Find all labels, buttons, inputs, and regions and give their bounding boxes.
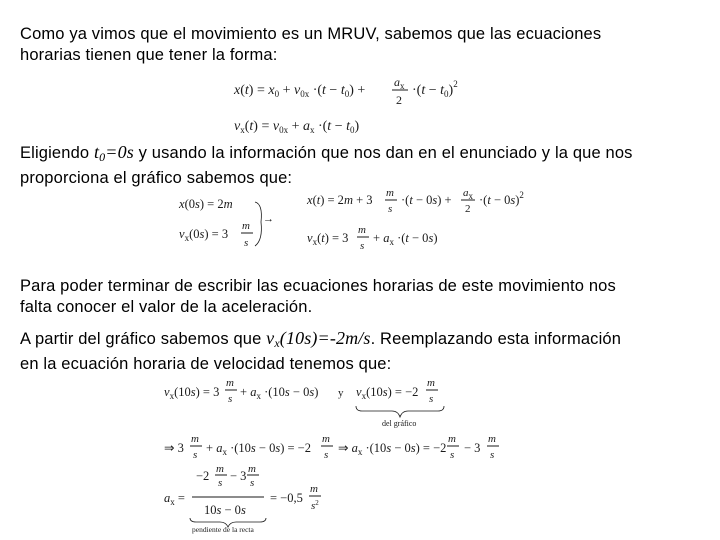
choose-t0-line-2: proporciona el gráfico sabemos que: xyxy=(20,169,293,187)
svg-text:m: m xyxy=(242,220,250,232)
svg-text:m: m xyxy=(191,433,199,445)
svg-text:del gráfico: del gráfico xyxy=(382,419,417,428)
graph-data-line-1: A partir del gráfico sabemos que vx(10s)=-2m/s. Reemplazando esta información xyxy=(20,328,622,350)
svg-text:·(t − t0)2: $\cdot(t - t_0)^2$ xyxy=(412,79,458,99)
svg-text:2: 2 xyxy=(465,203,471,215)
intro-paragraph xyxy=(20,24,710,66)
svg-text:s: s xyxy=(490,449,495,461)
svg-text:s: s xyxy=(228,393,233,405)
svg-text:vx(10s) = 3: $v_x(10s) = 3$ xyxy=(164,385,220,401)
svg-text:10s − 0s: 10s − 0s xyxy=(204,503,246,517)
svg-text:⇒ ax ·(10s − 0s) = −2: ⇒ $a_x \cdot(10s - 0s) = -2$ xyxy=(338,441,447,457)
svg-text:pendiente de la recta: pendiente de la recta xyxy=(192,525,254,534)
svg-text:2: 2 xyxy=(396,93,402,107)
acceleration-needed-line-2: falta conocer el valor de la aceleración. xyxy=(20,298,313,316)
acceleration-needed-paragraph xyxy=(20,276,710,318)
svg-text:vx(t) = 3: $v_x(t) = 3$ xyxy=(307,231,349,247)
svg-text:ax: $a_x$ xyxy=(394,75,405,91)
svg-text:= −0,5: = −0,5 xyxy=(270,491,303,505)
svg-text:s: s xyxy=(218,477,223,489)
svg-text:vx(0s) = 3: $v_x(0s) = 3$ xyxy=(179,227,229,243)
svg-text:ax: $a_x$ xyxy=(463,187,473,201)
general-equations-image xyxy=(232,72,482,142)
svg-text:ax =: $a_x$ = xyxy=(164,491,185,507)
svg-text:s: s xyxy=(429,393,434,405)
svg-text:m: m xyxy=(358,224,366,236)
svg-text:+ ax ·(t − 0s): + $a_x \cdot(t - 0s)$ xyxy=(373,231,438,247)
svg-text:m: m xyxy=(322,433,330,445)
svg-text:+ ax ·(10s − 0s): + $a_x \cdot(10s - 0s)$ xyxy=(240,385,319,401)
svg-text:⇒ 3: ⇒ 3 xyxy=(164,441,184,455)
svg-text:x(0s) = 2m: x(0s) = 2m xyxy=(179,197,233,211)
intro-line-1: Como ya vimos que el movimiento es un MRUV, sabemos que las ecuaciones xyxy=(20,25,602,43)
initial-conditions-image xyxy=(175,186,535,252)
svg-text:− 3: − 3 xyxy=(464,441,481,455)
svg-text:m: m xyxy=(226,377,234,389)
svg-text:x(t) = 2m + 3: x(t) = 2m + 3 xyxy=(307,193,373,207)
svg-text:s: s xyxy=(244,237,249,249)
svg-text:s: s xyxy=(450,449,455,461)
choose-t0-paragraph xyxy=(20,142,710,189)
svg-text:vx(t) = v0x + ax ·(t − t0): $v_x(t) = v_{0x} + a_x \cdot(t - t_0)$ xyxy=(234,119,360,135)
svg-text:m: m xyxy=(310,483,318,495)
svg-text:− 3: − 3 xyxy=(230,469,247,483)
graph-data-paragraph xyxy=(20,328,710,375)
svg-text:+ ax ·(10s − 0s) = −2: + $a_x \cdot(10s - 0s) = -2$ xyxy=(206,441,311,457)
svg-text:s: s xyxy=(360,240,365,252)
svg-text:s: s xyxy=(193,449,198,461)
intro-line-2: horarias tienen que tener la forma: xyxy=(20,46,278,64)
svg-text:s2: $s^2$ xyxy=(311,499,319,512)
svg-text:s: s xyxy=(250,477,255,489)
svg-text:−2: −2 xyxy=(196,469,210,483)
svg-text:m: m xyxy=(488,433,496,445)
svg-text:m: m xyxy=(248,463,256,475)
svg-text:·(t − 0s)2: $\cdot(t - 0s)^2$ xyxy=(479,190,524,207)
svg-text:s: s xyxy=(388,203,393,215)
svg-text:y: y xyxy=(338,387,344,399)
svg-text:s: s xyxy=(324,449,329,461)
acceleration-needed-line-1: Para poder terminar de escribir las ecuaciones horarias de este movimiento nos xyxy=(20,277,616,295)
svg-text:m: m xyxy=(386,187,394,199)
svg-text:m: m xyxy=(427,377,435,389)
svg-text:x(t) = x0 + v0x ·(t − t0) +: $x(t) = x_0 + v_{0x} \cdot(t - t_0)$ + xyxy=(234,83,366,99)
svg-text:·(t − 0s) +: ·(t − 0s) + xyxy=(401,193,452,207)
svg-text:→: → xyxy=(263,213,274,225)
svg-text:vx(10s) = −2: $v_x(10s) = -2$ xyxy=(356,385,419,401)
graph-data-line-2: en la ecuación horaria de velocidad tenemos que: xyxy=(20,355,392,373)
substitution-equations-image xyxy=(160,374,520,534)
svg-text:m: m xyxy=(216,463,224,475)
choose-t0-line-1: Eligiendo t0=0s y usando la información que nos dan en el enunciado y la que nos xyxy=(20,142,633,164)
svg-text:m: m xyxy=(448,433,456,445)
